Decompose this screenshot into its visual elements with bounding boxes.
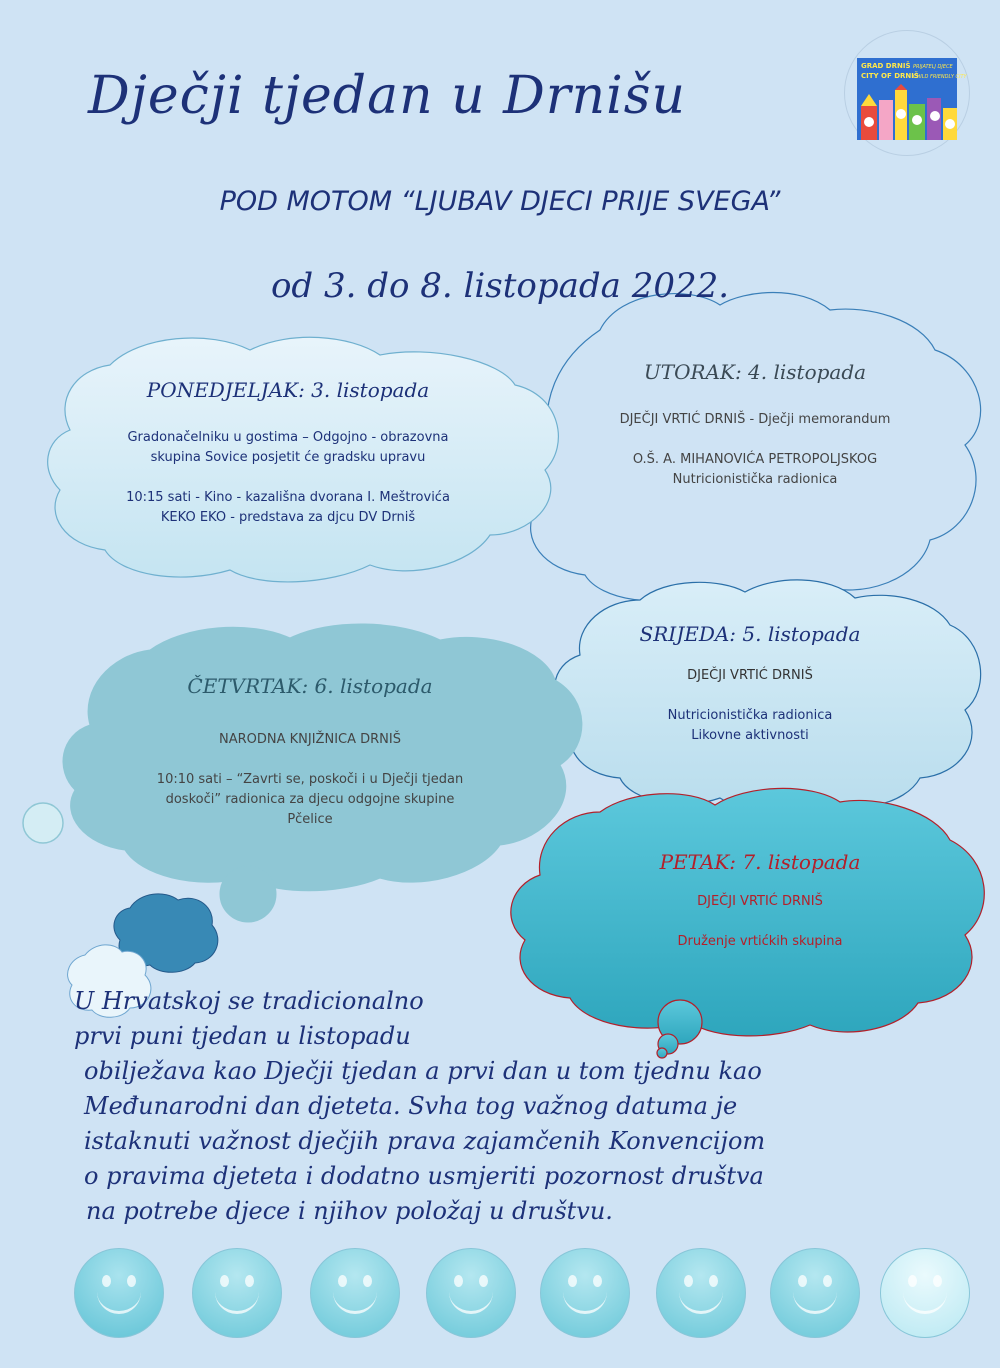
tuesday-line-3: Nutricionistička radionica bbox=[672, 472, 838, 487]
smiley-icon bbox=[310, 1248, 400, 1338]
wednesday-block bbox=[580, 622, 920, 746]
motto: POD MOTOM “LJUBAV DJECI PRIJE SVEGA” bbox=[219, 186, 781, 217]
smiley-eye bbox=[684, 1275, 693, 1287]
monday-block bbox=[78, 378, 498, 528]
smiley-eye bbox=[479, 1275, 488, 1287]
smiley-mouth bbox=[449, 1289, 493, 1314]
page-title: Dječji tjedan u Drnišu bbox=[88, 66, 686, 126]
smiley-eye bbox=[102, 1275, 111, 1287]
smiley-icon bbox=[540, 1248, 630, 1338]
smiley-icon bbox=[74, 1248, 164, 1338]
paragraph-line-3: obilježava kao Dječji tjedan a prvi dan u tom tjednu kao bbox=[84, 1057, 762, 1085]
wednesday-heading: SRIJEDA: 5. listopada bbox=[639, 622, 861, 646]
smiley-eye bbox=[568, 1275, 577, 1287]
smiley-mouth bbox=[679, 1289, 723, 1314]
smiley-eye bbox=[709, 1275, 718, 1287]
monday-line-3: 10:15 sati - Kino - kazališna dvorana I. Meštrovića bbox=[126, 490, 450, 505]
smiley-eye bbox=[933, 1275, 942, 1287]
tuesday-line-2: O.Š. A. MIHANOVIĆA PETROPOLJSKOG bbox=[632, 452, 878, 467]
smiley-eye bbox=[593, 1275, 602, 1287]
thursday-heading: ČETVRTAK: 6. listopada bbox=[187, 674, 433, 698]
smiley-icon bbox=[192, 1248, 282, 1338]
smiley-mouth bbox=[215, 1289, 259, 1314]
smiley-eye bbox=[245, 1275, 254, 1287]
paragraph-line-4: Međunarodni dan djeteta. Svha tog važnog datuma je bbox=[84, 1092, 738, 1120]
smiley-mouth bbox=[903, 1289, 947, 1314]
smiley-eye bbox=[127, 1275, 136, 1287]
smiley-eye bbox=[338, 1275, 347, 1287]
city-logo bbox=[844, 30, 970, 156]
smiley-icon bbox=[770, 1248, 860, 1338]
monday-heading: PONEDJELJAK: 3. listopada bbox=[146, 378, 430, 402]
smiley-mouth bbox=[333, 1289, 377, 1314]
paragraph-line-6: o pravima djeteta i dodatno usmjeriti pozornost društva bbox=[84, 1162, 764, 1190]
paragraph-line-1: U Hrvatskoj se tradicionalno bbox=[74, 987, 424, 1015]
smiley-mouth bbox=[97, 1289, 141, 1314]
friday-line-1: DJEČJI VRTIĆ DRNIŠ bbox=[697, 894, 823, 909]
wednesday-line-1: DJEČJI VRTIĆ DRNIŠ bbox=[687, 668, 813, 683]
monday-line-1: Gradonačelniku u gostima – Odgojno - obrazovna bbox=[127, 430, 449, 445]
logo-line-2: CITY OF DRNIŠ bbox=[861, 72, 919, 80]
thursday-line-3: doskoči” radionica za djecu odgojne skupine bbox=[165, 792, 455, 807]
friday-line-2: Druženje vrtićkih skupina bbox=[677, 934, 843, 949]
tuesday-line-1: DJEČJI VRTIĆ DRNIŠ - Dječji memorandum bbox=[619, 412, 891, 427]
tuesday-heading: UTORAK: 4. listopada bbox=[643, 360, 867, 384]
smiley-eye bbox=[220, 1275, 229, 1287]
logo-line-1: GRAD DRNIŠ bbox=[861, 62, 911, 70]
smiley-eye bbox=[363, 1275, 372, 1287]
wednesday-line-2: Nutricionistička radionica bbox=[667, 708, 833, 723]
monday-line-2: skupina Sovice posjetit će gradsku upravu bbox=[150, 450, 426, 465]
smiley-eye bbox=[908, 1275, 917, 1287]
intro-paragraph bbox=[74, 984, 954, 1229]
smiley-mouth bbox=[793, 1289, 837, 1314]
smiley-eye bbox=[823, 1275, 832, 1287]
thought-bubble-small bbox=[23, 803, 63, 843]
logo-badge bbox=[857, 58, 967, 140]
paragraph-line-5: istaknuti važnost dječjih prava zajamčenih Konvencijom bbox=[84, 1127, 766, 1155]
thursday-line-4: Pčelice bbox=[287, 812, 333, 827]
tuesday-block bbox=[570, 360, 940, 490]
smiley-mouth bbox=[563, 1289, 607, 1314]
logo-houses-icon bbox=[857, 84, 957, 140]
smiley-icon bbox=[656, 1248, 746, 1338]
smiley-eye bbox=[454, 1275, 463, 1287]
smiley-eye bbox=[798, 1275, 807, 1287]
wednesday-line-3: Likovne aktivnosti bbox=[691, 728, 809, 743]
event-dates: od 3. do 8. listopada 2022. bbox=[270, 266, 730, 306]
friday-block bbox=[560, 850, 960, 952]
paragraph-line-2: prvi puni tjedan u listopadu bbox=[74, 1022, 411, 1050]
smiley-icon bbox=[880, 1248, 970, 1338]
paragraph-line-7: na potrebe djece i njihov položaj u društvu. bbox=[86, 1197, 613, 1225]
thursday-block bbox=[100, 674, 520, 830]
smiley-icon bbox=[426, 1248, 516, 1338]
thursday-line-2: 10:10 sati – “Zavrti se, poskoči i u Dječji tjedan bbox=[156, 772, 464, 787]
logo-tag-1: PRIJATELJ DJECE bbox=[913, 64, 953, 70]
monday-line-4: KEKO EKO - predstava za djcu DV Drniš bbox=[160, 510, 416, 525]
thursday-line-1: NARODNA KNJIŽNICA DRNIŠ bbox=[219, 732, 401, 747]
friday-heading: PETAK: 7. listopada bbox=[659, 850, 861, 874]
logo-tag-2: CHILD FRIENDLY CITY bbox=[913, 74, 967, 80]
